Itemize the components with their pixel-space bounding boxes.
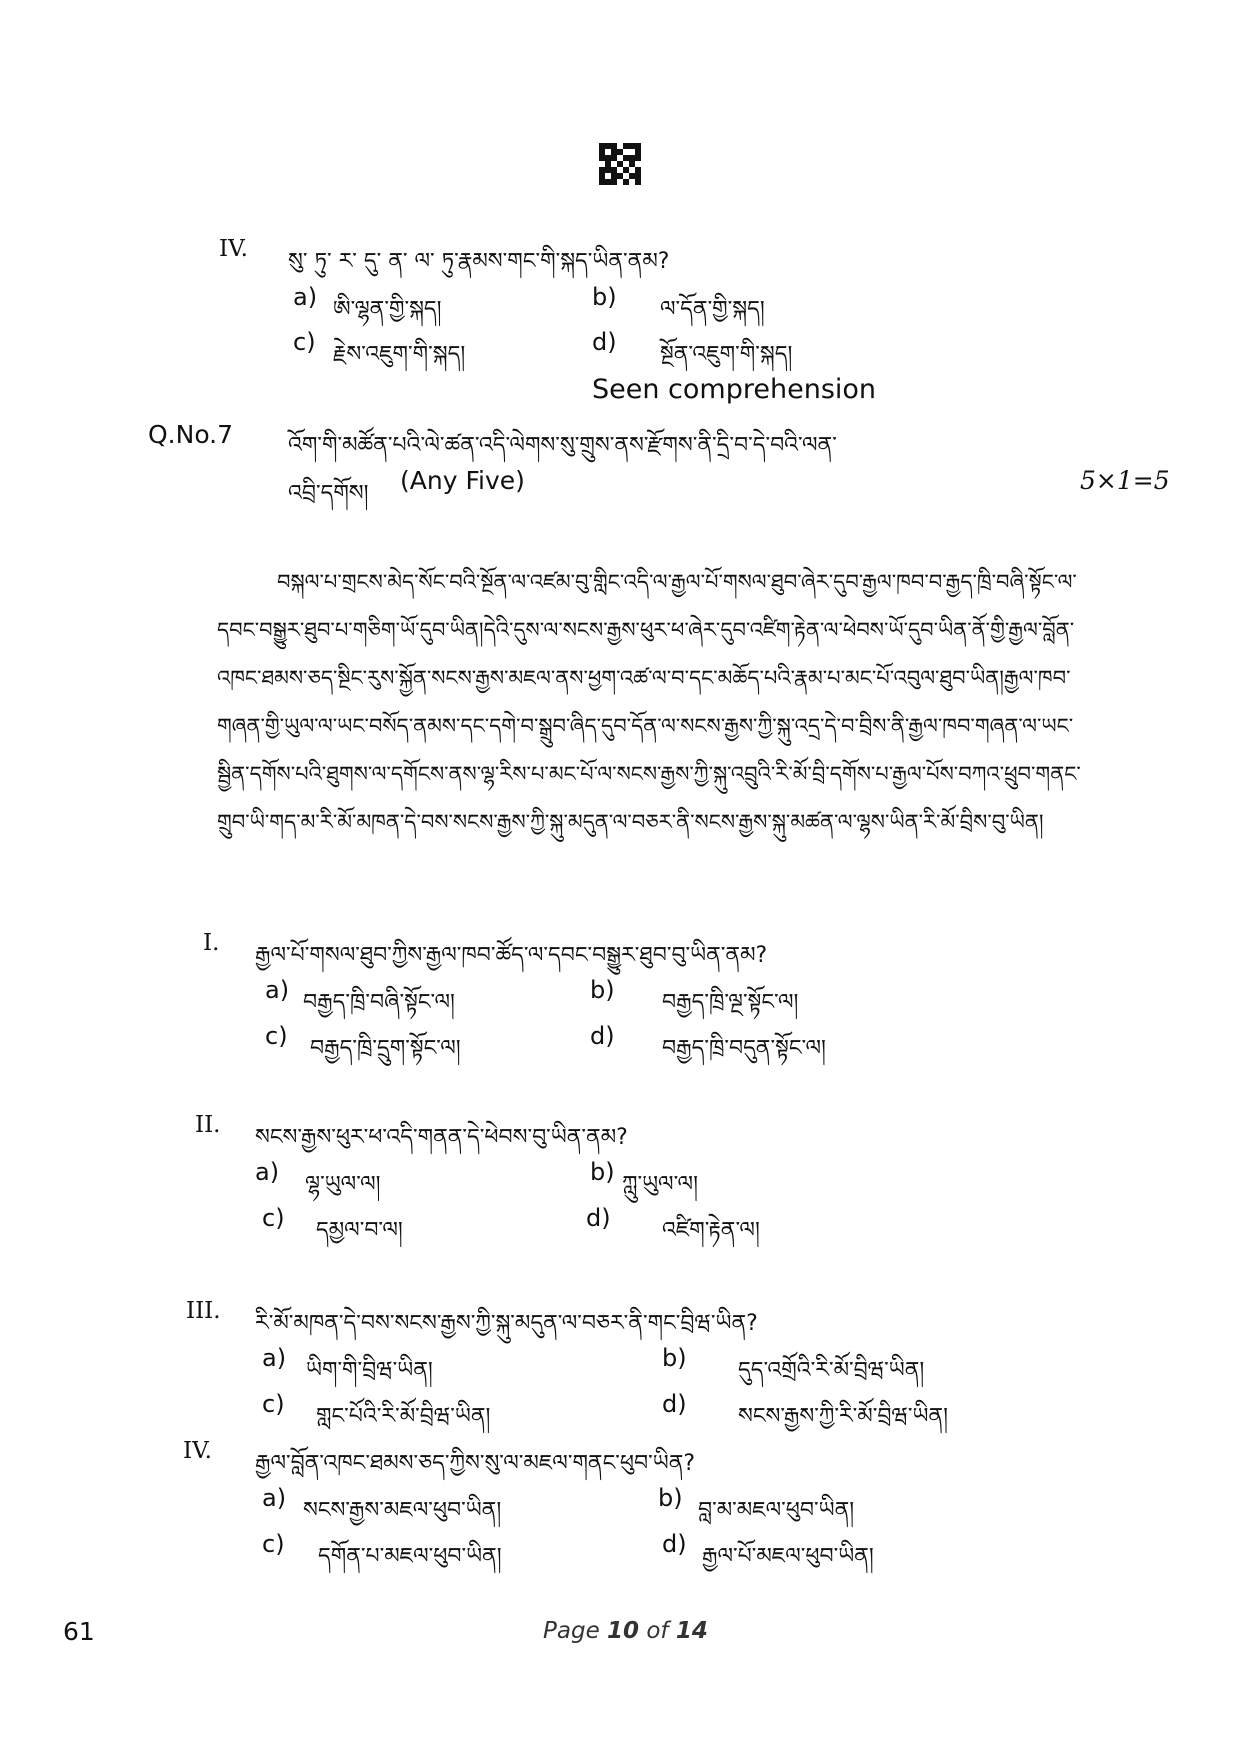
option-text: གླང་པོའི་རི་མོ་བྲིཝ་ཡིན།	[316, 1404, 491, 1429]
option-label: d)	[662, 1390, 687, 1418]
option-label: a)	[293, 283, 318, 311]
option-text: བརྒྱད་ཁྲི་དྲུག་སྟོང་ལ།	[310, 1036, 461, 1061]
option-text: ལྷ་ཡུལ་ལ།	[305, 1172, 381, 1197]
question-text: འོག་གི་མཚོན་པའི་ལེ་ཚན་འདི་ལེགས་སུ་གྲུས་ནས་རྫོགས་ནི་དྲི་བ་དེ་བའི་ལན་	[288, 433, 837, 458]
page-number	[543, 1618, 708, 1644]
option-text: དགོན་པ་མཇལ་ཕུབ་ཡིན།	[318, 1544, 502, 1569]
option-text: ཨི་ལྷན་གྱི་སྐད།	[333, 297, 442, 322]
option-text: ལ་དོན་གྱི་སྐད།	[660, 297, 765, 322]
page-prefix: Page	[543, 1618, 608, 1644]
question-number: IV.	[183, 1438, 212, 1464]
option-text: ཡིག་གི་བྲིཝ་ཡིན།	[306, 1358, 433, 1383]
option-text: བརྒྱད་ཁྲི་ལྔ་སྟོང་ལ།	[662, 990, 799, 1015]
page-total: 14	[675, 1618, 708, 1644]
option-text: སངས་རྒྱས་མཇལ་ཕུབ་ཡིན།	[303, 1498, 502, 1523]
page-current: 10	[607, 1618, 640, 1644]
option-label: b)	[662, 1344, 687, 1372]
question-text: རྒྱལ་བློན་འཁང་ཐམས་ཅད་ཀྱིས་སུ་ལ་མཇལ་གནང་ཕུབ་ཡིན?	[255, 1451, 696, 1476]
option-label: c)	[293, 328, 316, 356]
comprehension-passage: བསྐལ་པ་གྲངས་མེད་སོང་བའི་སྔོན་ལ་འཛམ་བུ་གླིང་འདི་ལ་རྒྱལ་པོ་གསལ་ཐུབ་ཞེར་དུབ་རྒྱལ་ཁབ་བ་རྒྱད་ཁྲི་བཞི་སྟོང་ལ་དབང་བསྒྱུར་ཐུབ་པ་གཅིག་ཡོ་དུབ་ཡིན།དེའི་དུས་ལ་སངས་རྒྱས་ཕུར་ཕ་ཞེར་དུབ་འཛིག་རྟེན་ལ་ཕེབས་ཡོ་དུབ་ཡིན་ནོ་གྱི་རྒྱལ་བློན་འཁང་ཐམས་ཅད་སྔིང་རུས་སྐྱོན་སངས་རྒྱས་མཇལ་ནས་ཕྱག་འཚ་ལ་བ་དང་མཆོད་པའི་རྣམ་པ་མང་པོ་འབུལ་ཐུབ་ཡིན།རྒྱལ་ཁབ་གཞན་གྱི་ཡུལ་ལ་ཡང་བསོད་ནམས་དང་དགེ་བ་སྒྲུབ་ཞིད་དུབ་དོན་ལ་སངས་རྒྱས་ཀྱི་སྐུ་འདྲ་དེ་བ་བྲིས་ནི་རྒྱལ་ཁབ་གཞན་ལ་ཡང་སྦྱིན་དགོས་པའི་ཐུགས་ལ་དགོངས་ནས་ལྷ་རིས་པ་མང་པོ་ལ་སངས་རྒྱས་ཀྱི་སྐུ་འབྲུའི་རི་མོ་བྲི་དགོས་པ་རྒྱལ་པོས་བཀའ་ཕྲུབ་གནང་གྲུབ་ཡི་གད་མ་རི་མོ་མཁན་དེ་བས་སངས་རྒྱས་ཀྱི་སྐུ་མདུན་ལ་བཅར་ནི་སངས་རྒྱས་སྐུ་མཚན་ལ་ལྷས་ཡིན་རི་མོ་བྲིས་བུ་ཡིན།	[217, 570, 1081, 834]
paper-code: 61	[63, 1617, 95, 1646]
option-label: c)	[262, 1204, 285, 1232]
option-label: b)	[592, 283, 617, 311]
option-text: བརྒྱད་ཁྲི་བདུན་སྟོང་ལ།	[662, 1036, 826, 1061]
question-number: II.	[195, 1112, 221, 1138]
option-label: a)	[265, 976, 290, 1004]
option-label: a)	[255, 1158, 280, 1186]
option-label: a)	[262, 1484, 287, 1512]
question-number: Q.No.7	[148, 420, 234, 449]
option-label: c)	[265, 1022, 288, 1050]
option-label: d)	[592, 328, 617, 356]
option-label: b)	[590, 976, 615, 1004]
question-number: III.	[186, 1298, 221, 1324]
option-label: c)	[262, 1390, 285, 1418]
question-text: འབྲི་དགོས།	[288, 481, 369, 506]
option-text: སངས་རྒྱས་ཀྱི་རི་མོ་བྲིཝ་ཡིན།	[738, 1404, 948, 1429]
question-text: སངས་རྒྱས་ཕུར་ཕ་འདི་གནན་དེ་ཕེབས་བུ་ཡིན་ནམ?	[255, 1125, 628, 1150]
section-heading: Seen comprehension	[592, 374, 877, 405]
option-text: རྗེས་འཇུག་གི་སྐད།	[333, 342, 466, 367]
option-label: c)	[262, 1530, 285, 1558]
marks: 5×1=5	[1080, 466, 1170, 495]
question-text: རྒྱལ་པོ་གསལ་ཐུབ་ཀྱིས་རྒྱལ་ཁབ་ཚོད་ལ་དབང་བསྒྱུར་ཐུབ་བུ་ཡིན་ནམ?	[255, 943, 768, 968]
option-label: d)	[662, 1530, 687, 1558]
option-text: བླ་མ་མཇལ་ཕུབ་ཡིན།	[698, 1498, 855, 1523]
qr-code	[599, 143, 641, 185]
option-text: ཀླུ་ཡུལ་ལ།	[622, 1172, 698, 1197]
option-label: d)	[586, 1204, 611, 1232]
option-text: འཛིག་རྟེན་ལ།	[662, 1218, 760, 1243]
option-label: d)	[590, 1022, 615, 1050]
page-mid: of	[639, 1618, 676, 1644]
option-text: སྔོན་འཇུག་གི་སྐད།	[660, 342, 793, 367]
any-five-note: (Any Five)	[400, 466, 525, 495]
option-label: b)	[590, 1158, 615, 1186]
option-text: བརྒྱད་ཁྲི་བཞི་སྟོང་ལ།	[303, 990, 455, 1015]
option-label: b)	[658, 1484, 683, 1512]
option-text: དམྱལ་བ་ལ།	[316, 1218, 403, 1243]
question-number: IV.	[219, 236, 248, 262]
option-text: རྒྱལ་པོ་མཇལ་ཕུབ་ཡིན།	[702, 1544, 874, 1569]
option-text: དུད་འགྲོའི་རི་མོ་བྲིཝ་ཡིན།	[738, 1358, 925, 1383]
question-text: རི་མོ་མཁན་དེ་བས་སངས་རྒྱས་ཀྱི་སྐུ་མདུན་ལ་བཅར་ནི་གང་བྲིཝ་ཡིན?	[255, 1311, 758, 1336]
question-text: སུ་ ཏུ་ ར་ དུ་ ན་ ལ་ ཏུ་རྣམས་གང་གི་སྐད་ཡིན་ནམ?	[288, 249, 670, 274]
option-label: a)	[262, 1344, 287, 1372]
question-number: I.	[203, 930, 220, 956]
